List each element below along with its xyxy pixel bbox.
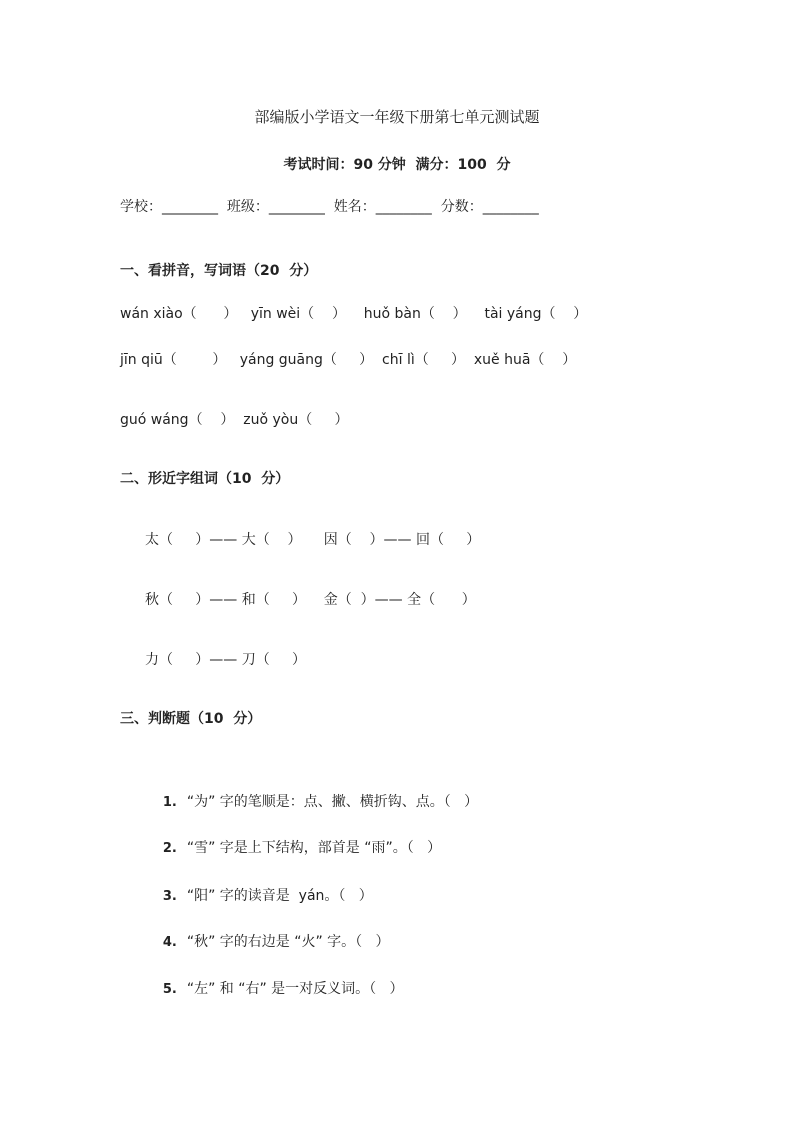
section-2-heading: 二、形近字组词（10 分） — [120, 471, 290, 487]
item-number: 4. — [162, 935, 177, 950]
item-number: 2. — [162, 841, 177, 856]
item-text: “阳” 字的读音是 yán。（ ） — [186, 888, 373, 904]
section-1-heading: 一、看拼音，写词语（20 分） — [120, 263, 318, 279]
char-row-1: 太（ ）—— 大（ ） 因（ ）—— 回（ ） — [145, 532, 481, 548]
section-3-heading: 三、判断题（10 分） — [120, 711, 262, 727]
item-text: “秋” 字的右边是 “火” 字。（ ） — [186, 934, 390, 950]
pinyin-row-2: jīn qiū（ ） yáng guāng（ ） chī lì（ ） xuě huā（ ） — [120, 352, 577, 368]
item-text: “左” 和 “右” 是一对反义词。（ ） — [186, 981, 404, 997]
char-row-3: 力（ ）—— 刀（ ） — [145, 652, 306, 668]
judge-item — [145, 959, 404, 1020]
pinyin-row-1: wán xiào（ ） yīn wèi（ ） huǒ bàn（ ） tài yáng（ ） — [120, 306, 588, 322]
item-number: 5. — [162, 982, 177, 997]
student-info-line: 学校：________ 班级：________ 姓名：________ 分数：________ — [120, 199, 539, 215]
pinyin-row-3: guó wáng（ ） zuǒ yòu（ ） — [120, 412, 349, 428]
char-row-2: 秋（ ）—— 和（ ） 金（ ）—— 全（ ） — [145, 592, 476, 608]
exam-info: 考试时间：90 分钟 满分：100 分 — [283, 157, 511, 173]
item-number: 3. — [162, 889, 177, 904]
item-text: “为” 字的笔顺是：点、撇、横折钩、点。（ ） — [186, 794, 479, 810]
document-title: 部编版小学语文一年级下册第七单元测试题 — [254, 108, 540, 126]
item-text: “雪” 字是上下结构，部首是 “雨”。（ ） — [186, 840, 442, 856]
item-number: 1. — [162, 795, 177, 810]
